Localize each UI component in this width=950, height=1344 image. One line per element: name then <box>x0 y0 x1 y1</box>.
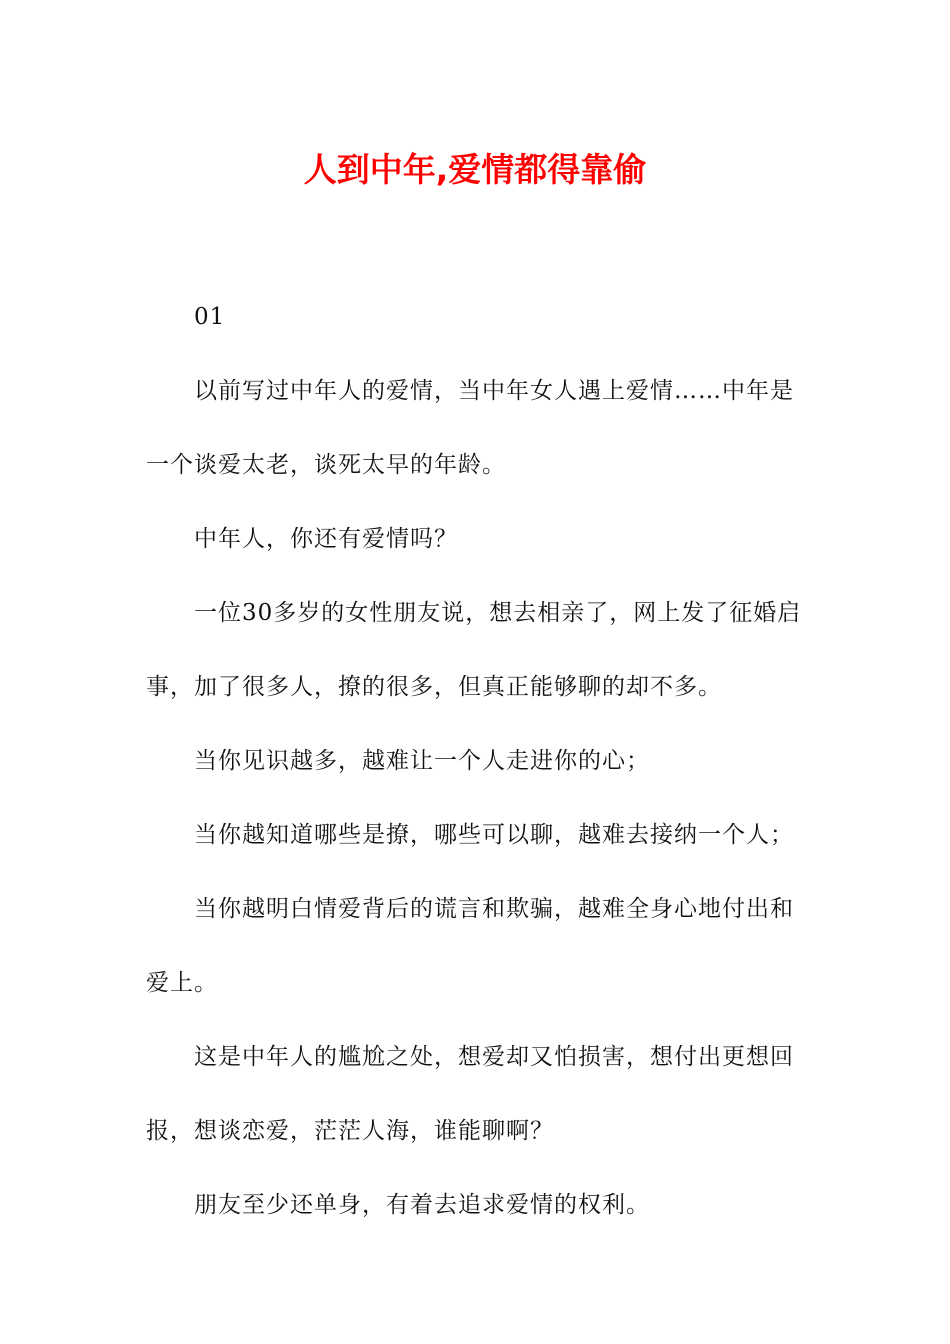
paragraph: 当你见识越多，越难让一个人走进你的心； <box>194 748 650 774</box>
paragraph: 中年人，你还有爱情吗？ <box>194 526 458 552</box>
document-title: 人到中年,爱情都得靠偷 <box>303 150 647 189</box>
paragraph: 当你越知道哪些是撩，哪些可以聊，越难去接纳一个人； <box>194 822 794 848</box>
paragraph-section-number: 01 <box>194 304 226 330</box>
paragraph: 当你越明白情爱背后的谎言和欺骗，越难全身心地付出和爱上。 <box>146 896 794 996</box>
document-body <box>146 280 806 1242</box>
paragraph: 以前写过中年人的爱情，当中年女人遇上爱情……中年是一个谈爱太老，谈死太早的年龄。 <box>146 378 794 478</box>
paragraph: 这是中年人的尴尬之处，想爱却又怕损害，想付出更想回报，想谈恋爱，茫茫人海，谁能聊啊？ <box>146 1044 794 1144</box>
paragraph: 朋友至少还单身，有着去追求爱情的权利。 <box>194 1192 650 1218</box>
paragraph: 一位30多岁的女性朋友说，想去相亲了，网上发了征婚启事，加了很多人，撩的很多，但真正能够聊的却不多。 <box>146 600 802 700</box>
